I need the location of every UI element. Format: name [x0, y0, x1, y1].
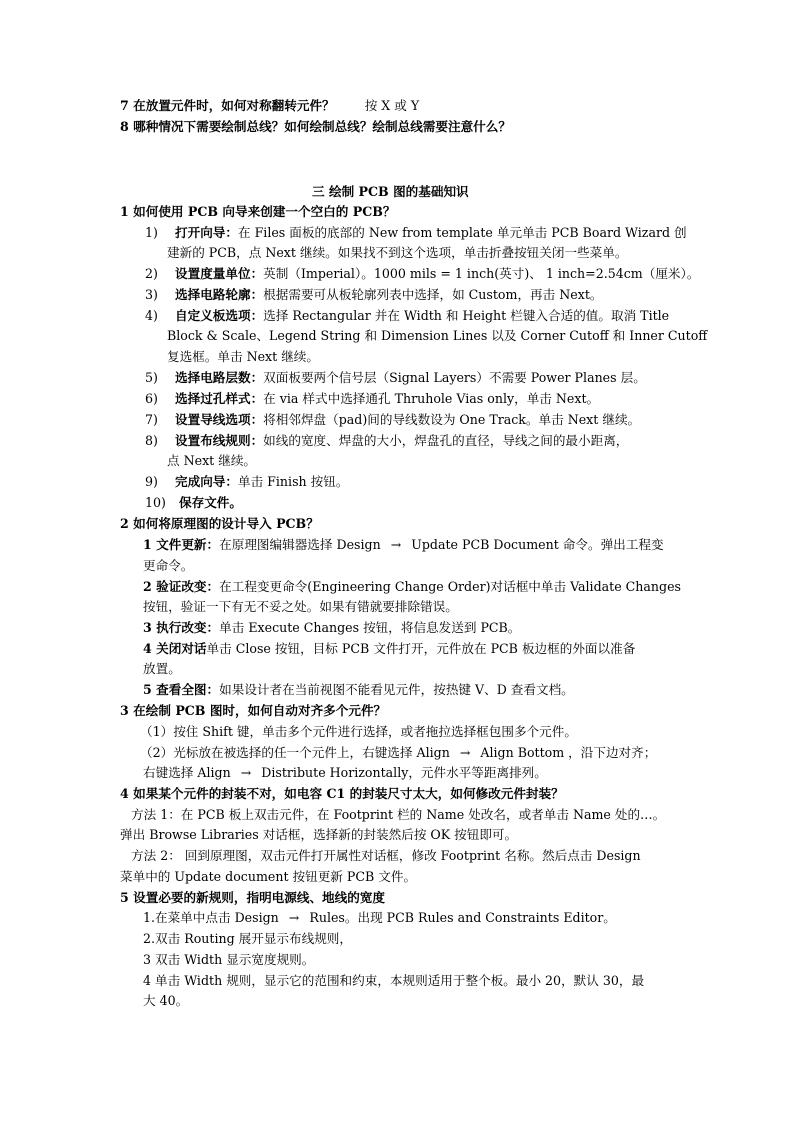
- q2-step-2-cont: 按钮，验证一下有无不妥之处。如果有错就要排除错误。: [143, 599, 458, 614]
- question-7-answer: 按 X 或 Y: [364, 98, 420, 113]
- q1-step-9: [145, 472, 348, 493]
- q5-step-4: 4 单击 Width 规则，显示它的范围和约束，本规则适用于整个板。最小 20，默认 30，最: [143, 973, 645, 988]
- step-number: 1): [145, 225, 158, 240]
- step-text: 选择 Rectangular 并在 Width 和 Height 栏键入合适的值。取消 Title: [263, 308, 670, 323]
- q5-step-2: 2.双击 Routing 展开显示布线规则，: [143, 931, 352, 946]
- q3-heading: 3 在绘制 PCB 图时，如何自动对齐多个元件？: [120, 703, 387, 718]
- step-label: 自定义板选项：: [175, 308, 264, 323]
- q1-heading: 1 如何使用 PCB 向导来创建一个空白的 PCB？: [120, 204, 396, 219]
- arrow-right-icon: →: [390, 537, 402, 552]
- step-label: 完成向导：: [175, 474, 238, 489]
- q1-step-10: [145, 493, 242, 514]
- q2-step-5: [143, 680, 574, 701]
- step-text: 在工程变更命令(Engineering Change Order)对话框中单击 Validate Changes: [219, 579, 682, 594]
- q1-step-3: [145, 285, 602, 306]
- q3-para-1: （1）按住 Shift 键，单击多个元件进行选择，或者拖拉选择框包围多个元件。: [140, 724, 577, 739]
- step-label: 打开向导：: [175, 225, 238, 240]
- q1-step-7: [145, 410, 640, 431]
- step-number: 4): [145, 308, 158, 323]
- q1-step-4: [145, 306, 669, 327]
- para-text: 右键选择 Align: [143, 765, 231, 780]
- q1-step-5: [145, 368, 646, 389]
- step-text: 双面板要两个信号层（Signal Layers）不需要 Power Planes 层。: [263, 370, 646, 385]
- step-label: 保存文件。: [179, 495, 242, 510]
- para-text: Distribute Horizontally，元件水平等距离排列。: [261, 765, 547, 780]
- q1-step-1-cont: 建新的 PCB，点 Next 继续。如果找不到这个选项，单击折叠按钮关闭一些菜单。: [167, 245, 628, 260]
- q4-method-1-cont: 弹出 Browse Libraries 对话框，选择新的封装然后按 OK 按钮即可。: [120, 827, 518, 842]
- q4-method-1: 方法 1：在 PCB 板上双击元件，在 Footprint 栏的 Name 处改名，或者单击 Name 处的…。: [131, 807, 666, 822]
- step-text: 在原理图编辑器选择 Design: [219, 537, 381, 552]
- step-label: 3 执行改变：: [143, 620, 220, 635]
- q2-step-1: [143, 535, 664, 556]
- step-text: 如果设计者在当前视图不能看见元件，按热键 V、D 查看文档。: [219, 682, 574, 697]
- para-text: Align Bottom ，沿下边对齐；: [480, 745, 657, 760]
- step-label: 选择电路层数：: [175, 370, 264, 385]
- q3-para-3: [143, 763, 547, 784]
- q1-step-8: [145, 431, 628, 452]
- q5-heading: 5 设置必要的新规则，指明电源线、地线的宽度: [120, 890, 386, 905]
- q2-step-1-cont: 更命令。: [143, 558, 194, 573]
- q2-step-4: [143, 639, 635, 660]
- step-number: 5): [145, 370, 158, 385]
- step-text: 英制（Imperial）。1000 mils = 1 inch(英寸)、 1 inch=2.54cm（厘米）。: [263, 266, 700, 281]
- q5-step-3: 3 双击 Width 显示宽度规则。: [143, 952, 315, 967]
- arrow-right-icon: →: [288, 910, 300, 925]
- q5-step-1: [143, 908, 616, 929]
- step-text: 单击 Finish 按钮。: [237, 474, 349, 489]
- q1-step-4-cont2: 复选框。单击 Next 继续。: [167, 349, 319, 364]
- step-label: 2 验证改变：: [143, 579, 220, 594]
- step-text: 单击 Execute Changes 按钮，将信息发送到 PCB。: [219, 620, 521, 635]
- q4-heading: 4 如果某个元件的封装不对，如电容 C1 的封装尺寸太大，如何修改元件封装？: [120, 786, 564, 801]
- question-7-text: 7 在放置元件时，如何对称翻转元件？: [120, 98, 335, 113]
- q4-method-2: 方法 2： 回到原理图，双击元件打开属性对话框，修改 Footprint 名称。然后点击 Design: [131, 848, 641, 863]
- step-label: 选择电路轮廓：: [175, 287, 264, 302]
- step-number: 7): [145, 412, 158, 427]
- q2-step-4-cont: 放置。: [143, 661, 181, 676]
- step-text: 在 Files 面板的底部的 New from template 单元单击 PCB Board Wizard 创: [237, 225, 687, 240]
- step-number: 10): [145, 495, 166, 510]
- q1-step-1: [145, 223, 687, 244]
- step-text: 1.在菜单中点击 Design: [143, 910, 279, 925]
- q2-step-3: [143, 618, 520, 639]
- step-label: 1 文件更新：: [143, 537, 220, 552]
- step-label: 设置导线选项：: [175, 412, 264, 427]
- step-text: 将相邻焊盘（pad)间的导线数设为 One Track。单击 Next 继续。: [263, 412, 641, 427]
- q1-step-2: [145, 264, 699, 285]
- arrow-right-icon: →: [459, 745, 471, 760]
- step-label: 5 查看全图：: [143, 682, 220, 697]
- step-label: 选择过孔样式：: [175, 391, 264, 406]
- q4-method-2-cont: 菜单中的 Update document 按钮更新 PCB 文件。: [120, 869, 417, 884]
- step-label: 设置布线规则：: [175, 433, 264, 448]
- step-number: 9): [145, 474, 158, 489]
- step-text: Rules。出现 PCB Rules and Constraints Editor。: [309, 910, 616, 925]
- step-number: 6): [145, 391, 158, 406]
- para-text: （2）光标放在被选择的任一个元件上，右键选择 Align: [140, 745, 450, 760]
- step-number: 3): [145, 287, 158, 302]
- q1-step-4-cont: Block & Scale、Legend String 和 Dimension Lines 以及 Corner Cutoff 和 Inner Cutoff: [167, 328, 708, 343]
- step-text: 如线的宽度、焊盘的大小，焊盘孔的直径，导线之间的最小距离，: [263, 433, 629, 448]
- step-label: 4 关闭对话: [143, 641, 207, 656]
- step-number: 2): [145, 266, 158, 281]
- q1-step-8-cont: 点 Next 继续。: [167, 453, 257, 468]
- step-text: 根据需要可从板轮廓列表中选择，如 Custom，再击 Next。: [263, 287, 603, 302]
- q5-step-4-cont: 大 40。: [143, 993, 189, 1008]
- question-8: 8 哪种情况下需要绘制总线？如何绘制总线？绘制总线需要注意什么？: [120, 119, 511, 134]
- section-title: 三 绘制 PCB 图的基础知识: [312, 184, 469, 199]
- step-text: 单击 Close 按钮，目标 PCB 文件打开，元件放在 PCB 板边框的外面以准备: [206, 641, 636, 656]
- step-text: Update PCB Document 命令。弹出工程变: [411, 537, 664, 552]
- q2-step-2: [143, 577, 681, 598]
- step-text: 在 via 样式中选择通孔 Thruhole Vias only，单击 Next。: [263, 391, 600, 406]
- q3-para-2: [140, 743, 656, 764]
- step-label: 设置度量单位：: [175, 266, 264, 281]
- q2-heading: 2 如何将原理图的设计导入 PCB？: [120, 516, 319, 531]
- step-number: 8): [145, 433, 158, 448]
- question-7: [120, 96, 419, 117]
- q1-step-6: [145, 389, 599, 410]
- arrow-right-icon: →: [240, 765, 252, 780]
